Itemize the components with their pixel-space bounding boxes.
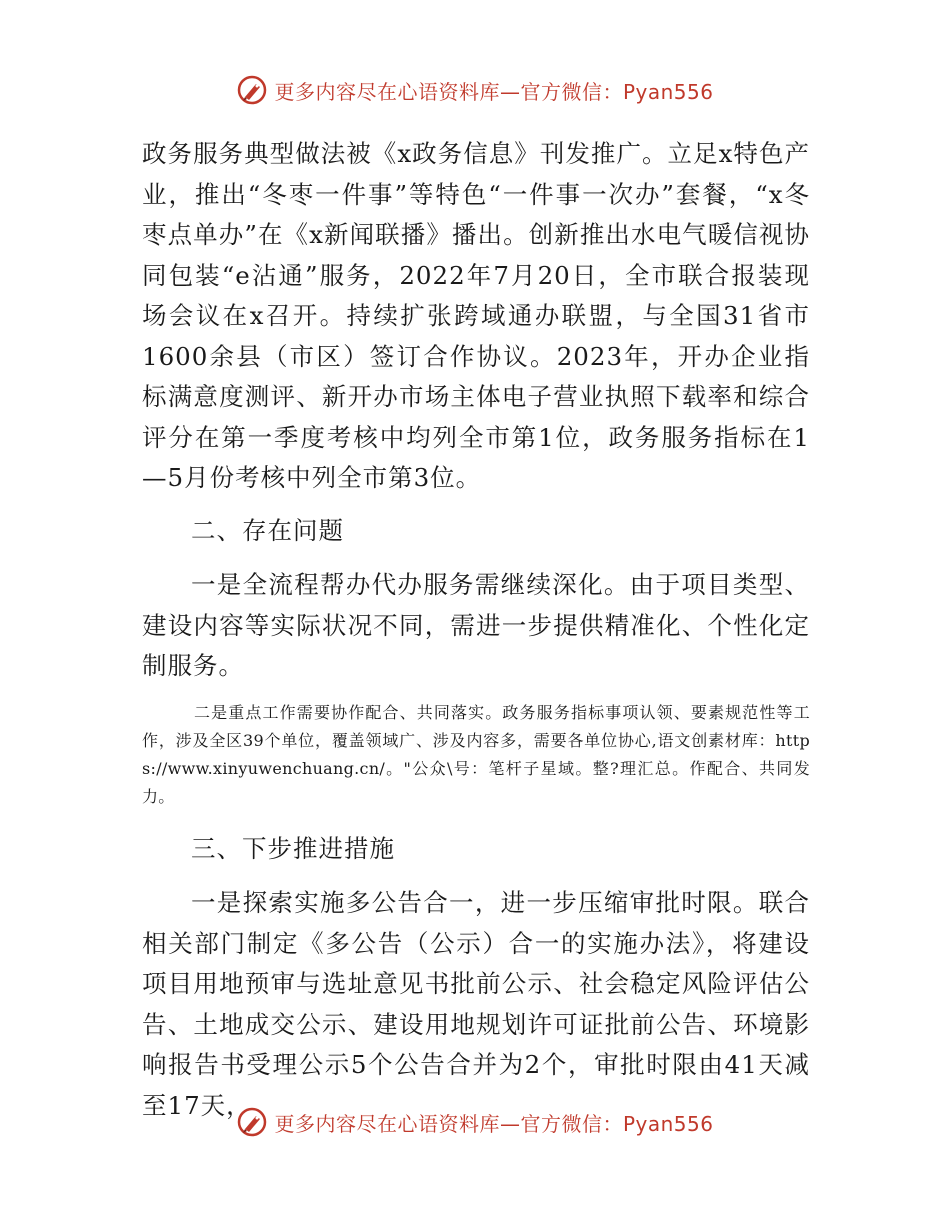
header-watermark-banner xyxy=(0,70,950,110)
section-heading-next-steps: 三、下步推进措施 xyxy=(191,833,395,863)
banner-text: 更多内容尽在心语资料库—官方微信：Pyan556 xyxy=(274,1111,714,1136)
pen-nib-logo-icon xyxy=(236,1106,268,1138)
paragraph-problem-two: 二是重点工作需要协作配合、共同落实。政务服务指标事项认领、要素规范性等工作，涉及全区39个单位，覆盖领域广、涉及内容多，需要各单位协心,语文创素材库：https://www.xinyuwenchuang.cn/。"公众\号：笔杆子星域。整?理汇总。作配合、共同发力。 xyxy=(142,702,810,806)
footer-watermark-banner xyxy=(0,1102,950,1142)
paragraph-achievements: 政务服务典型做法被《x政务信息》刊发推广。立足x特色产业，推出“冬枣一件事”等特色“一件事一次办”套餐，“x冬枣点单办”在《x新闻联播》播出。创新推出水电气暖信视协同包装“e沾通”服务，2022年7月20日，全市联合报装现场会议在x召开。持续扩张跨域通办联盟，与全国31省市1600余县（市区）签订合作协议。2023年，开办企业指标满意度测评、新开办市场主体电子营业执照下载率和综合评分在第一季度考核中均列全市第1位，政务服务指标在1—5月份考核中列全市第3位。 xyxy=(142,139,810,492)
pen-nib-logo-icon xyxy=(236,74,268,106)
paragraph-problem-one: 一是全流程帮办代办服务需继续深化。由于项目类型、建设内容等实际状况不同，需进一步提供精准化、个性化定制服务。 xyxy=(142,570,810,680)
section-heading-problems: 二、存在问题 xyxy=(191,515,344,545)
paragraph-measure-one: 一是探索实施多公告合一，进一步压缩审批时限。联合相关部门制定《多公告（公示）合一的实施办法》，将建设项目用地预审与选址意见书批前公示、社会稳定风险评估公告、土地成交公示、建设用地规划许可证批前公告、环境影响报告书受理公示5个公告合并为2个，审批时限由41天减至17天， xyxy=(142,888,810,1120)
document-body xyxy=(142,134,810,1138)
banner-text: 更多内容尽在心语资料库—官方微信：Pyan556 xyxy=(274,79,714,104)
